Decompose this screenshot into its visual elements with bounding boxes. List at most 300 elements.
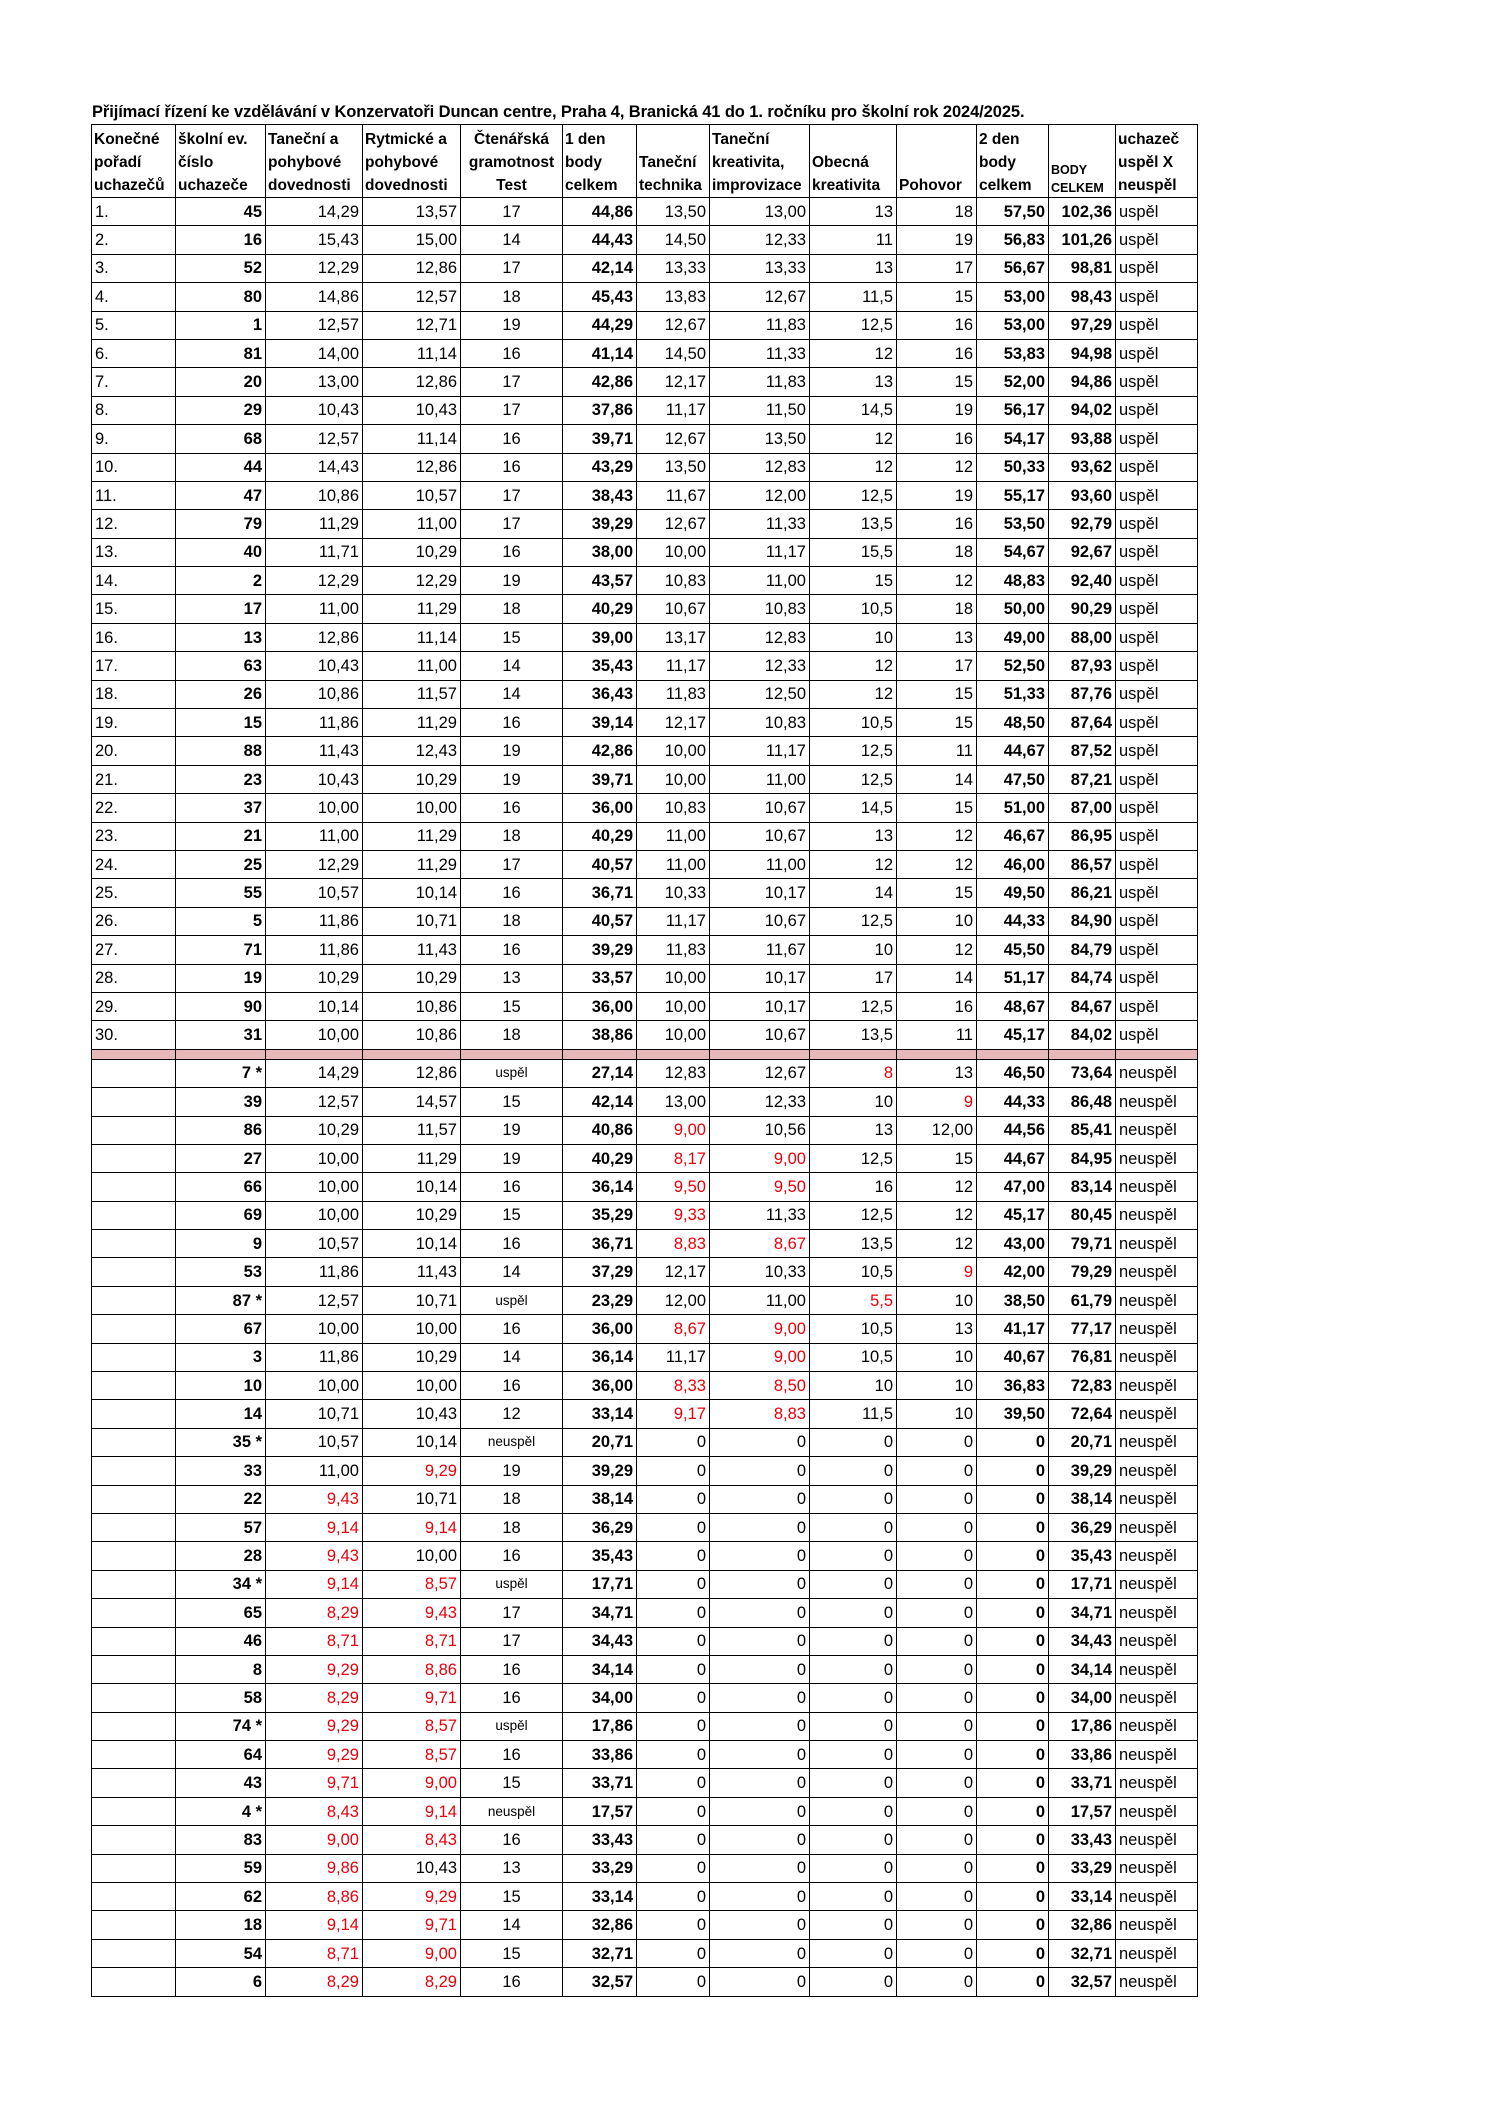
cell-day2-total: 51,33 [977,680,1049,708]
cell-day2-total: 39,50 [977,1400,1049,1428]
cell-rhythm-skills: 10,29 [363,765,461,793]
cell-general-creativity: 0 [810,1854,897,1882]
cell-school-number: 23 [176,765,266,793]
cell-result: uspěl [1116,964,1198,992]
table-row [92,709,1198,737]
cell-day1-total: 35,43 [563,652,637,680]
cell-school-number: 27 [176,1144,266,1172]
cell-general-creativity: 11,5 [810,283,897,311]
cell-rank: 24. [92,850,176,878]
cell-general-creativity: 0 [810,1428,897,1456]
cell-school-number: 90 [176,992,266,1020]
cell-result: uspěl [1116,538,1198,566]
table-row [92,822,1198,850]
cell-dance-technique: 9,00 [637,1116,710,1144]
table-row [92,1655,1198,1683]
cell-total-points: 17,71 [1049,1570,1116,1598]
cell-reading-test: 14 [461,1911,563,1939]
cell-general-creativity: 10 [810,1372,897,1400]
cell-school-number: 25 [176,850,266,878]
cell-day2-total: 44,67 [977,737,1049,765]
cell-reading-test: 17 [461,198,563,226]
cell-result: neuspěl [1116,1315,1198,1343]
cell-school-number: 87 * [176,1286,266,1314]
cell-result: neuspěl [1116,1513,1198,1541]
cell-day1-total: 38,00 [563,538,637,566]
cell-dance-creativity: 10,56 [710,1116,810,1144]
header-dance-technique: Taneční technika [637,125,710,198]
cell-dance-technique: 0 [637,1854,710,1882]
cell-rhythm-skills: 10,86 [363,992,461,1020]
table-row [92,1173,1198,1201]
cell-general-creativity: 12 [810,680,897,708]
cell-rank [92,1655,176,1683]
header-dance-movement-skills: Taneční a pohybové dovednosti [266,125,363,198]
cell-general-creativity: 13,5 [810,1021,897,1049]
cell-interview: 13 [897,1059,977,1087]
cell-day1-total: 42,86 [563,368,637,396]
cell-general-creativity: 12,5 [810,1144,897,1172]
cell-result: neuspěl [1116,1428,1198,1456]
cell-interview: 15 [897,283,977,311]
cell-rhythm-skills: 12,29 [363,567,461,595]
cell-dance-skills: 9,71 [266,1769,363,1797]
cell-result: uspěl [1116,907,1198,935]
cell-school-number: 4 * [176,1797,266,1825]
cell-total-points: 34,00 [1049,1684,1116,1712]
cell-result: neuspěl [1116,1911,1198,1939]
cell-reading-test: 14 [461,226,563,254]
cell-day1-total: 45,43 [563,283,637,311]
cell-dance-skills: 8,71 [266,1939,363,1967]
cell-total-points: 86,48 [1049,1088,1116,1116]
cell-dance-creativity: 0 [710,1655,810,1683]
cell-rank [92,1513,176,1541]
cell-interview: 0 [897,1428,977,1456]
cell-rank: 29. [92,992,176,1020]
cell-general-creativity: 10,5 [810,1315,897,1343]
cell-reading-test: neuspěl [461,1797,563,1825]
cell-dance-creativity: 11,33 [710,510,810,538]
cell-total-points: 79,29 [1049,1258,1116,1286]
cell-dance-creativity: 11,00 [710,765,810,793]
cell-school-number: 62 [176,1883,266,1911]
cell-reading-test: 16 [461,339,563,367]
cell-result: uspěl [1116,1021,1198,1049]
cell-day2-total: 54,17 [977,425,1049,453]
cell-day1-total: 36,71 [563,1230,637,1258]
table-row [92,453,1198,481]
cell-dance-skills: 10,00 [266,1021,363,1049]
cell-interview: 11 [897,737,977,765]
cell-school-number: 43 [176,1769,266,1797]
cell-interview: 0 [897,1457,977,1485]
cell-dance-creativity: 0 [710,1428,810,1456]
cell-dance-skills: 13,00 [266,368,363,396]
cell-school-number: 15 [176,709,266,737]
cell-rhythm-skills: 10,00 [363,1542,461,1570]
cell-interview: 15 [897,879,977,907]
cell-dance-technique: 0 [637,1457,710,1485]
cell-school-number: 54 [176,1939,266,1967]
admission-results-table [91,124,1198,1997]
cell-rhythm-skills: 9,71 [363,1911,461,1939]
cell-rank: 18. [92,680,176,708]
cell-rank: 20. [92,737,176,765]
cell-dance-technique: 11,17 [637,907,710,935]
cell-interview: 13 [897,623,977,651]
cell-general-creativity: 12,5 [810,1201,897,1229]
cell-result: uspěl [1116,623,1198,651]
cell-school-number: 68 [176,425,266,453]
cell-dance-technique: 10,33 [637,879,710,907]
cell-rank [92,1769,176,1797]
cell-day2-total: 0 [977,1485,1049,1513]
table-row [92,1513,1198,1541]
cell-reading-test: 12 [461,1400,563,1428]
cell-general-creativity: 0 [810,1542,897,1570]
cell-day2-total: 0 [977,1769,1049,1797]
cell-dance-skills: 8,29 [266,1684,363,1712]
cell-day2-total: 47,50 [977,765,1049,793]
cell-dance-creativity: 12,67 [710,1059,810,1087]
cell-dance-skills: 10,14 [266,992,363,1020]
cell-day1-total: 40,29 [563,595,637,623]
cell-result: neuspěl [1116,1599,1198,1627]
cell-interview: 15 [897,709,977,737]
table-row [92,1769,1198,1797]
cell-dance-technique: 11,17 [637,652,710,680]
header-row [92,125,1198,198]
cell-reading-test: 14 [461,652,563,680]
cell-reading-test: 19 [461,311,563,339]
cell-total-points: 101,26 [1049,226,1116,254]
cell-rhythm-skills: 10,71 [363,1286,461,1314]
cell-rank [92,1883,176,1911]
cell-rank [92,1230,176,1258]
cell-school-number: 6 [176,1968,266,1996]
cell-dance-skills: 10,43 [266,652,363,680]
table-row [92,737,1198,765]
cell-interview: 16 [897,311,977,339]
cell-result: uspěl [1116,481,1198,509]
cell-rank [92,1826,176,1854]
cell-total-points: 85,41 [1049,1116,1116,1144]
cell-dance-creativity: 11,67 [710,936,810,964]
table-row [92,1712,1198,1740]
cell-day2-total: 44,67 [977,1144,1049,1172]
table-row [92,226,1198,254]
table-row [92,1797,1198,1825]
cell-dance-skills: 15,43 [266,226,363,254]
cell-reading-test: 16 [461,425,563,453]
cell-school-number: 33 [176,1457,266,1485]
cell-result: neuspěl [1116,1883,1198,1911]
cell-day1-total: 32,71 [563,1939,637,1967]
cell-day1-total: 34,43 [563,1627,637,1655]
cell-day1-total: 40,29 [563,822,637,850]
cell-dance-technique: 10,00 [637,992,710,1020]
cell-dance-technique: 8,17 [637,1144,710,1172]
cell-total-points: 102,36 [1049,198,1116,226]
cell-dance-creativity: 9,00 [710,1343,810,1371]
cell-general-creativity: 0 [810,1741,897,1769]
cell-dance-creativity: 10,67 [710,1021,810,1049]
cell-interview: 12 [897,850,977,878]
cell-reading-test: 19 [461,1457,563,1485]
cell-school-number: 13 [176,623,266,651]
cell-rhythm-skills: 10,86 [363,1021,461,1049]
cell-interview: 0 [897,1911,977,1939]
cell-rank [92,1911,176,1939]
cell-result: uspěl [1116,339,1198,367]
cell-dance-technique: 0 [637,1741,710,1769]
cell-reading-test: 16 [461,1741,563,1769]
cell-reading-test: 18 [461,283,563,311]
cell-rank [92,1286,176,1314]
cell-reading-test: 15 [461,1769,563,1797]
cell-dance-creativity: 10,67 [710,794,810,822]
cell-day1-total: 38,14 [563,1485,637,1513]
cell-reading-test: 17 [461,850,563,878]
table-row [92,198,1198,226]
cell-dance-creativity: 9,00 [710,1315,810,1343]
table-row [92,1911,1198,1939]
cell-day1-total: 43,29 [563,453,637,481]
cell-general-creativity: 0 [810,1513,897,1541]
cell-dance-skills: 9,43 [266,1485,363,1513]
cell-day1-total: 33,29 [563,1854,637,1882]
cell-interview: 0 [897,1570,977,1598]
cell-dance-technique: 12,67 [637,311,710,339]
cell-day1-total: 38,43 [563,481,637,509]
cell-result: uspěl [1116,396,1198,424]
cell-school-number: 5 [176,907,266,935]
cell-total-points: 97,29 [1049,311,1116,339]
cell-result: neuspěl [1116,1797,1198,1825]
cell-rhythm-skills: 10,29 [363,1343,461,1371]
cell-day2-total: 0 [977,1883,1049,1911]
cell-dance-skills: 10,57 [266,1230,363,1258]
cell-result: neuspěl [1116,1684,1198,1712]
cell-dance-skills: 12,29 [266,254,363,282]
cell-school-number: 45 [176,198,266,226]
cell-result: uspěl [1116,425,1198,453]
cell-rhythm-skills: 10,71 [363,1485,461,1513]
cell-day2-total: 45,17 [977,1021,1049,1049]
cell-total-points: 79,71 [1049,1230,1116,1258]
cell-day2-total: 36,83 [977,1372,1049,1400]
cell-dance-creativity: 11,00 [710,1286,810,1314]
cell-rhythm-skills: 11,43 [363,936,461,964]
cell-school-number: 65 [176,1599,266,1627]
cell-dance-technique: 9,50 [637,1173,710,1201]
cell-rank [92,1797,176,1825]
cell-dance-technique: 0 [637,1968,710,1996]
cell-general-creativity: 0 [810,1485,897,1513]
cell-day1-total: 39,29 [563,510,637,538]
cell-dance-technique: 10,83 [637,794,710,822]
cell-school-number: 44 [176,453,266,481]
cell-interview: 10 [897,1343,977,1371]
cell-total-points: 83,14 [1049,1173,1116,1201]
cell-day2-total: 50,33 [977,453,1049,481]
cell-dance-creativity: 9,50 [710,1173,810,1201]
cell-day1-total: 39,29 [563,1457,637,1485]
cell-interview: 17 [897,254,977,282]
cell-school-number: 58 [176,1684,266,1712]
cell-dance-skills: 9,00 [266,1826,363,1854]
cell-dance-technique: 0 [637,1513,710,1541]
cell-dance-creativity: 8,50 [710,1372,810,1400]
cell-interview: 18 [897,595,977,623]
cell-total-points: 93,60 [1049,481,1116,509]
cell-rhythm-skills: 10,71 [363,907,461,935]
cell-general-creativity: 11 [810,226,897,254]
cell-rhythm-skills: 12,86 [363,1059,461,1087]
cell-rhythm-skills: 11,14 [363,425,461,453]
table-row [92,1854,1198,1882]
cell-reading-test: neuspěl [461,1428,563,1456]
cell-interview: 9 [897,1088,977,1116]
cell-rhythm-skills: 10,57 [363,481,461,509]
cell-dance-technique: 10,00 [637,1021,710,1049]
cell-rank [92,1144,176,1172]
cell-dance-skills: 10,71 [266,1400,363,1428]
cell-rhythm-skills: 9,00 [363,1939,461,1967]
cell-general-creativity: 12,5 [810,907,897,935]
cell-dance-skills: 10,29 [266,964,363,992]
cell-school-number: 28 [176,1542,266,1570]
cell-school-number: 2 [176,567,266,595]
cell-day1-total: 17,86 [563,1712,637,1740]
cell-dance-skills: 10,00 [266,1201,363,1229]
cell-reading-test: 16 [461,794,563,822]
cell-rhythm-skills: 10,29 [363,1201,461,1229]
cell-day2-total: 0 [977,1939,1049,1967]
cell-reading-test: uspěl [461,1712,563,1740]
header-dance-creativity: Taneční kreativita, improvizace [710,125,810,198]
table-row [92,396,1198,424]
cell-rank [92,1712,176,1740]
cell-reading-test: 16 [461,1230,563,1258]
cell-interview: 0 [897,1968,977,1996]
cell-dance-skills: 9,29 [266,1712,363,1740]
cell-general-creativity: 13 [810,254,897,282]
cell-rhythm-skills: 12,86 [363,453,461,481]
cell-interview: 19 [897,481,977,509]
cell-dance-creativity: 12,50 [710,680,810,708]
cell-rhythm-skills: 11,14 [363,623,461,651]
cell-dance-skills: 10,00 [266,1372,363,1400]
cell-day1-total: 40,86 [563,1116,637,1144]
cell-total-points: 98,43 [1049,283,1116,311]
cell-day2-total: 0 [977,1854,1049,1882]
cell-rhythm-skills: 11,00 [363,510,461,538]
cell-rhythm-skills: 11,29 [363,1144,461,1172]
cell-total-points: 87,76 [1049,680,1116,708]
cell-result: neuspěl [1116,1769,1198,1797]
cell-result: neuspěl [1116,1741,1198,1769]
cell-day1-total: 36,00 [563,992,637,1020]
cell-dance-technique: 13,50 [637,198,710,226]
cell-reading-test: 16 [461,1655,563,1683]
table-row [92,425,1198,453]
cell-dance-skills: 9,14 [266,1911,363,1939]
cell-school-number: 16 [176,226,266,254]
cell-result: uspěl [1116,879,1198,907]
cell-rank [92,1627,176,1655]
cell-general-creativity: 17 [810,964,897,992]
separator-cell [977,1049,1049,1059]
table-row [92,283,1198,311]
cell-school-number: 52 [176,254,266,282]
cell-school-number: 3 [176,1343,266,1371]
cell-day1-total: 17,57 [563,1797,637,1825]
cell-total-points: 92,40 [1049,567,1116,595]
cell-total-points: 32,86 [1049,1911,1116,1939]
cell-rank [92,1457,176,1485]
cell-dance-technique: 9,17 [637,1400,710,1428]
table-row [92,1741,1198,1769]
cell-rhythm-skills: 9,29 [363,1883,461,1911]
cell-dance-skills: 9,29 [266,1655,363,1683]
cell-rank: 11. [92,481,176,509]
cell-dance-creativity: 11,00 [710,567,810,595]
cell-reading-test: uspěl [461,1286,563,1314]
cell-interview: 12 [897,822,977,850]
cell-total-points: 33,14 [1049,1883,1116,1911]
cell-rank [92,1939,176,1967]
cell-total-points: 32,71 [1049,1939,1116,1967]
table-row [92,1400,1198,1428]
cell-rhythm-skills: 8,57 [363,1570,461,1598]
cell-rank: 25. [92,879,176,907]
cell-day2-total: 48,50 [977,709,1049,737]
cell-dance-creativity: 11,33 [710,1201,810,1229]
cell-general-creativity: 0 [810,1883,897,1911]
cell-school-number: 46 [176,1627,266,1655]
cell-school-number: 64 [176,1741,266,1769]
cell-dance-creativity: 11,83 [710,368,810,396]
cell-reading-test: 16 [461,1372,563,1400]
cell-rank: 27. [92,936,176,964]
cell-day1-total: 39,71 [563,765,637,793]
cell-day2-total: 54,67 [977,538,1049,566]
cell-dance-technique: 0 [637,1655,710,1683]
cell-reading-test: 13 [461,964,563,992]
cell-rhythm-skills: 12,86 [363,254,461,282]
cell-day2-total: 40,67 [977,1343,1049,1371]
cell-dance-creativity: 13,33 [710,254,810,282]
cell-result: neuspěl [1116,1343,1198,1371]
cell-dance-skills: 10,00 [266,1173,363,1201]
table-row [92,1230,1198,1258]
cell-dance-technique: 13,50 [637,453,710,481]
cell-reading-test: 17 [461,510,563,538]
cell-result: neuspěl [1116,1201,1198,1229]
cell-dance-creativity: 8,67 [710,1230,810,1258]
cell-rhythm-skills: 9,00 [363,1769,461,1797]
cell-dance-creativity: 8,83 [710,1400,810,1428]
cell-total-points: 35,43 [1049,1542,1116,1570]
cell-day1-total: 38,86 [563,1021,637,1049]
cell-school-number: 9 [176,1230,266,1258]
cell-dance-technique: 11,17 [637,1343,710,1371]
cell-general-creativity: 0 [810,1826,897,1854]
cell-dance-creativity: 11,50 [710,396,810,424]
cell-reading-test: 15 [461,1088,563,1116]
